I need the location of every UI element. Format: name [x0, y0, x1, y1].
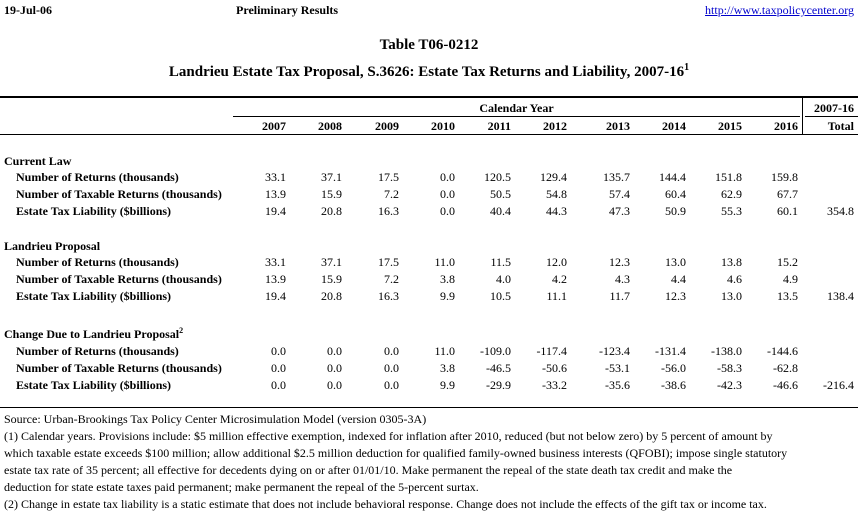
- table-cell: 0.0: [440, 204, 455, 218]
- footnote-1-line: (1) Calendar years. Provisions include: $5 million effective exemption, indexed for inflation after 2010, reduced (but not below zero) by 5 percent of amount by: [4, 429, 773, 443]
- table-title-text: Landrieu Estate Tax Proposal, S.3626: Estate Tax Returns and Liability, 2007-16: [168, 64, 685, 80]
- table-cell: -117.4: [536, 344, 567, 358]
- table-cell-total: 354.8: [827, 204, 854, 218]
- row-label: Number of Taxable Returns (thousands): [16, 361, 222, 375]
- table-cell: 135.7: [603, 170, 630, 184]
- section-title: [4, 238, 100, 254]
- table-cell: 60.1: [777, 204, 798, 218]
- table-cell: 144.4: [659, 170, 686, 184]
- table-cell: 0.0: [440, 187, 455, 201]
- table-cell: 0.0: [271, 344, 286, 358]
- table-cell: 37.1: [321, 255, 342, 269]
- table-cell: 0.0: [384, 378, 399, 392]
- footnotes: [4, 411, 856, 513]
- table-cell: -62.8: [773, 361, 798, 375]
- table-cell: 129.4: [540, 170, 567, 184]
- table-cell: 62.9: [721, 187, 742, 201]
- table-cell: 13.8: [721, 255, 742, 269]
- table-cell: 4.4: [671, 272, 686, 286]
- table-title: [0, 62, 858, 81]
- total-group-header: 2007-16: [814, 101, 854, 115]
- col-header-2014: 2014: [662, 119, 686, 133]
- table-cell: 0.0: [271, 378, 286, 392]
- table-cell: -138.0: [711, 344, 742, 358]
- row-label: Number of Taxable Returns (thousands): [16, 272, 222, 286]
- source-url-link[interactable]: http://www.taxpolicycenter.org: [705, 3, 854, 17]
- report-status: Preliminary Results: [236, 3, 339, 17]
- table-cell: 0.0: [271, 361, 286, 375]
- table-cell: 33.1: [265, 255, 286, 269]
- col-header-2009: 2009: [375, 119, 399, 133]
- table-cell: -46.5: [486, 361, 511, 375]
- calendar-year-underline: [233, 116, 800, 117]
- footnote-1-line: deduction for state estate taxes paid permanent; make permanent the repeal of the 5-percent surtax.: [4, 480, 479, 494]
- table-cell: 15.9: [321, 187, 342, 201]
- total-group-underline: [805, 116, 858, 117]
- table-cell: 19.4: [265, 289, 286, 303]
- table-cell: 17.5: [378, 255, 399, 269]
- footnote-2: (2) Change in estate tax liability is a static estimate that does not include behavioral response. Change does not include the effects of the gift tax or income tax.: [4, 497, 767, 511]
- table-cell-total: 138.4: [827, 289, 854, 303]
- table-cell: 16.3: [378, 289, 399, 303]
- table-cell: 13.9: [265, 187, 286, 201]
- table-cell: 151.8: [715, 170, 742, 184]
- table-cell: -38.6: [661, 378, 686, 392]
- source-note: Source: Urban-Brookings Tax Policy Center Microsimulation Model (version 0305-3A): [4, 412, 427, 426]
- table-cell: -56.0: [661, 361, 686, 375]
- table-cell: 4.0: [496, 272, 511, 286]
- table-cell: 50.5: [490, 187, 511, 201]
- row-label: Number of Returns (thousands): [16, 170, 179, 184]
- section-title-text: Change Due to Landrieu Proposal: [4, 327, 180, 341]
- table-cell: 10.5: [490, 289, 511, 303]
- table-cell: 20.8: [321, 289, 342, 303]
- table-cell: 12.0: [546, 255, 567, 269]
- table-cell-total: -216.4: [823, 378, 854, 392]
- header-bottom-rule: [0, 134, 858, 135]
- col-header-2015: 2015: [718, 119, 742, 133]
- section-title-footnote: 2: [179, 326, 184, 335]
- table-cell: 11.1: [546, 289, 567, 303]
- table-cell: 33.1: [265, 170, 286, 184]
- table-cell: 7.2: [384, 272, 399, 286]
- table-cell: 0.0: [327, 378, 342, 392]
- col-header-2013: 2013: [606, 119, 630, 133]
- table-cell: 9.9: [440, 289, 455, 303]
- table-cell: -144.6: [767, 344, 798, 358]
- row-label: Estate Tax Liability ($billions): [16, 378, 172, 392]
- table-cell: 13.9: [265, 272, 286, 286]
- table-cell: 50.9: [665, 204, 686, 218]
- table-cell: 19.4: [265, 204, 286, 218]
- col-header-total: Total: [827, 119, 854, 133]
- row-label: Number of Returns (thousands): [16, 255, 179, 269]
- table-cell: 47.3: [609, 204, 630, 218]
- table-cell: 11.0: [434, 344, 455, 358]
- table-cell: -42.3: [717, 378, 742, 392]
- table-cell: 11.0: [434, 255, 455, 269]
- table-cell: 3.8: [440, 361, 455, 375]
- table-title-footnote: 1: [684, 62, 690, 73]
- footnote-1-line: estate tax rate of 35 percent; all effective for decedents dying on or after 01/01/10. Make permanent the repeal of the state death tax credit and make the: [4, 463, 733, 477]
- table-cell: 60.4: [665, 187, 686, 201]
- section-title-text: Current Law: [4, 154, 72, 168]
- table-cell: 55.3: [721, 204, 742, 218]
- table-cell: 54.8: [546, 187, 567, 201]
- section-title-text: Landrieu Proposal: [4, 239, 101, 253]
- row-label: Estate Tax Liability ($billions): [16, 289, 172, 303]
- table-cell: 15.2: [777, 255, 798, 269]
- table-cell: 4.2: [552, 272, 567, 286]
- table-cell: 40.4: [490, 204, 511, 218]
- table-cell: -58.3: [717, 361, 742, 375]
- table-cell: 4.6: [727, 272, 742, 286]
- table-cell: 17.5: [378, 170, 399, 184]
- table-cell: 13.0: [721, 289, 742, 303]
- calendar-year-header: Calendar Year: [479, 101, 554, 115]
- col-header-2011: 2011: [487, 119, 511, 133]
- table-cell: -109.0: [480, 344, 511, 358]
- col-header-2012: 2012: [543, 119, 567, 133]
- table-cell: 0.0: [327, 344, 342, 358]
- table-cell: 67.7: [777, 187, 798, 201]
- table-cell: 0.0: [384, 361, 399, 375]
- table-cell: -123.4: [599, 344, 630, 358]
- table-bottom-rule: [0, 407, 858, 408]
- col-header-2008: 2008: [318, 119, 342, 133]
- table-cell: 13.0: [665, 255, 686, 269]
- row-label: Number of Returns (thousands): [16, 344, 179, 358]
- footnote-1-line: which taxable estate exceeds $100 million; allow additional $2.5 million deduction for qualified family-owned business interests (QFOBI); impose single statutory: [4, 446, 788, 460]
- table-cell: 11.7: [609, 289, 630, 303]
- table-cell: 12.3: [609, 255, 630, 269]
- col-header-2016: 2016: [774, 119, 798, 133]
- table-cell: 13.5: [777, 289, 798, 303]
- report-date: 19-Jul-06: [4, 3, 52, 17]
- table-cell: 57.4: [609, 187, 630, 201]
- table-cell: 0.0: [384, 344, 399, 358]
- table-cell: -46.6: [773, 378, 798, 392]
- table-cell: -35.6: [605, 378, 630, 392]
- table-id: Table T06-0212: [379, 37, 479, 53]
- table-cell: 0.0: [327, 361, 342, 375]
- col-header-2010: 2010: [431, 119, 455, 133]
- table-cell: 159.8: [771, 170, 798, 184]
- table-cell: -33.2: [542, 378, 567, 392]
- row-label: Number of Taxable Returns (thousands): [16, 187, 222, 201]
- col-header-2007: 2007: [262, 119, 286, 133]
- table-top-rule: [0, 96, 858, 98]
- table-cell: -29.9: [486, 378, 511, 392]
- section-title: [4, 153, 71, 169]
- table-cell: -53.1: [605, 361, 630, 375]
- row-label: Estate Tax Liability ($billions): [16, 204, 172, 218]
- table-cell: 3.8: [440, 272, 455, 286]
- table-cell: 0.0: [440, 170, 455, 184]
- table-cell: 44.3: [546, 204, 567, 218]
- table-cell: 9.9: [440, 378, 455, 392]
- section-title: [4, 326, 183, 342]
- table-cell: 4.3: [615, 272, 630, 286]
- table-cell: 37.1: [321, 170, 342, 184]
- table-cell: 15.9: [321, 272, 342, 286]
- table-cell: 11.5: [490, 255, 511, 269]
- table-cell: 16.3: [378, 204, 399, 218]
- table-cell: 12.3: [665, 289, 686, 303]
- table-cell: -131.4: [655, 344, 686, 358]
- table-cell: -50.6: [542, 361, 567, 375]
- table-cell: 20.8: [321, 204, 342, 218]
- table-cell: 7.2: [384, 187, 399, 201]
- total-column-divider: [802, 97, 803, 135]
- table-cell: 120.5: [484, 170, 511, 184]
- table-cell: 4.9: [783, 272, 798, 286]
